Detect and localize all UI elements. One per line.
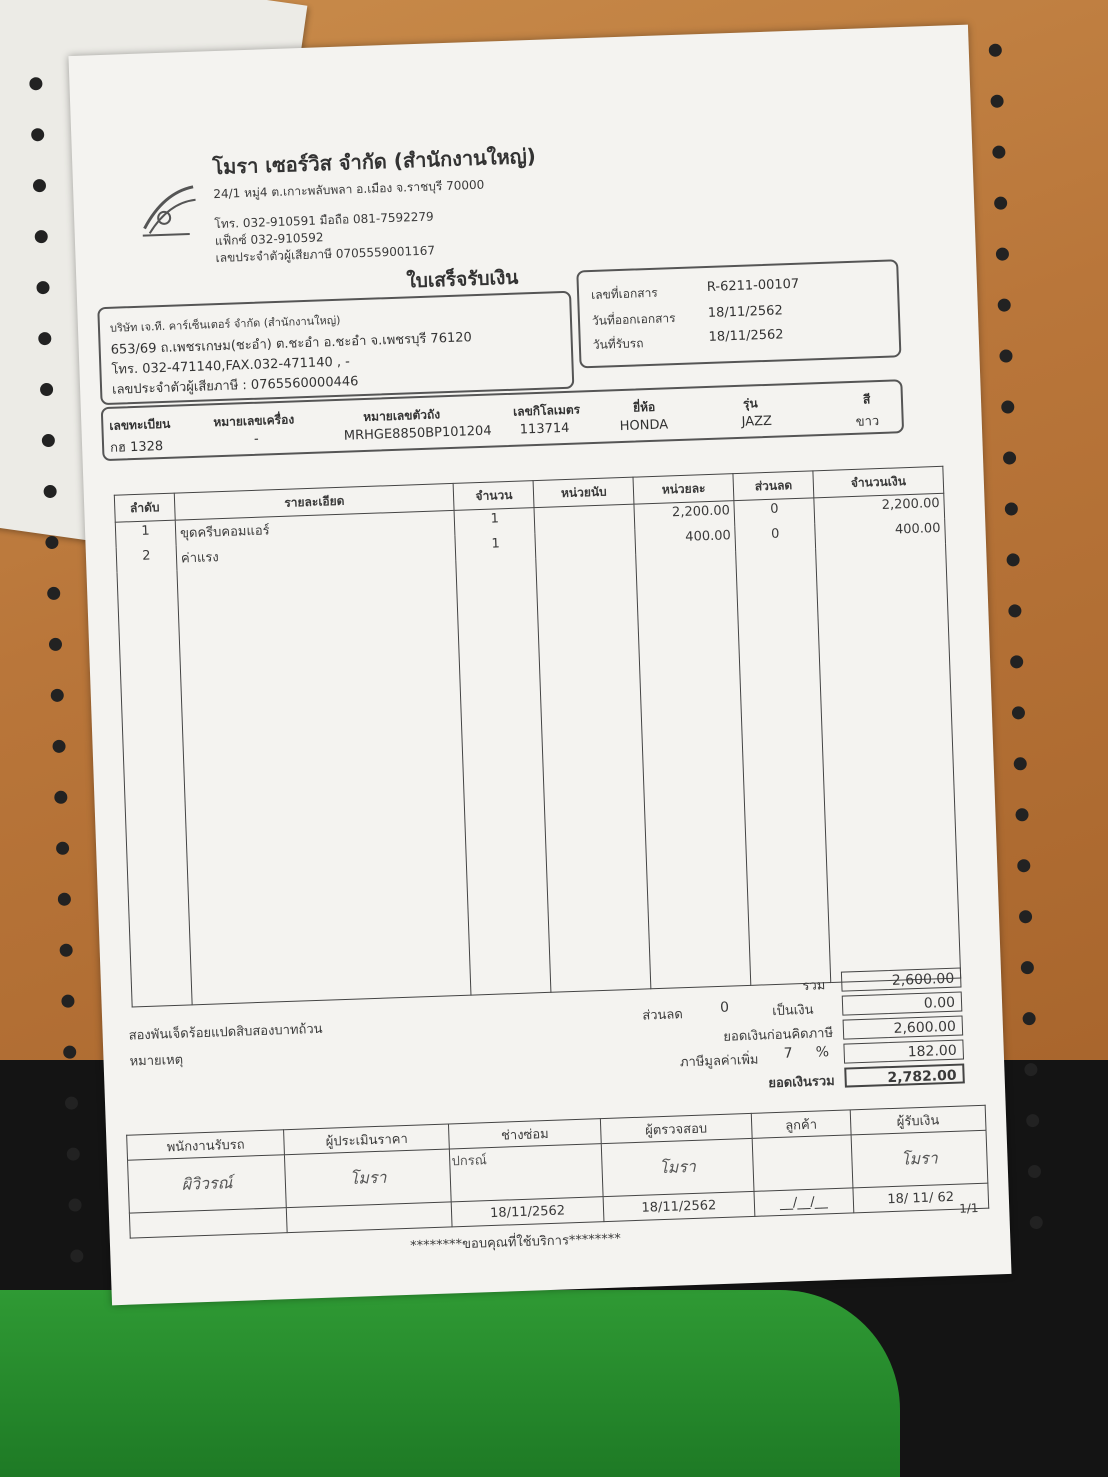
row-unit (535, 530, 636, 558)
filler-cell (636, 551, 751, 989)
signature-customer (752, 1135, 852, 1191)
header-discount: ส่วนลด (733, 471, 814, 501)
customer-phone: โทร. 032-471140,FAX.032-471140 , - (111, 354, 351, 378)
grand-total-value: 2,782.00 (844, 1063, 965, 1087)
vat-label: ภาษีมูลค่าเพิ่ม (679, 1052, 759, 1071)
date-receiver (129, 1208, 287, 1238)
customer-name: บริษัท เจ.ที. คาร์เซ็นเตอร์ จำกัด (สำนักงานใหญ่) (109, 313, 341, 335)
row-seq: 2 (116, 546, 177, 573)
customer-address: 653/69 ถ.เพชรเกษม(ชะอำ) ต.ชะอำ อ.ชะอำ จ.เพชรบุรี 76120 (110, 330, 473, 358)
sig-header-cashier: ผู้รับเงิน (850, 1105, 986, 1135)
vehicle-header-brand: ยี่ห้อ (632, 399, 656, 415)
row-amount: 2,200.00 (814, 493, 945, 523)
customer-tax-id: เลขประจำตัวผู้เสียภาษี : 0765560000446 (111, 374, 359, 398)
date-inspector: 18/11/2562 (603, 1191, 755, 1221)
discount-label: ส่วนลด (642, 1007, 684, 1024)
receipt-paper (68, 25, 1011, 1306)
vehicle-chassis-no: MRHGE8850BP101204 (343, 423, 492, 444)
discount-percent: 0 (719, 999, 730, 1016)
company-tax-id: เลขประจำตัวผู้เสียภาษี 0705559001167 (215, 243, 436, 266)
vehicle-header-model: รุ่น (742, 396, 758, 411)
row-seq: 1 (115, 520, 176, 548)
signature-estimator: โมรา (285, 1149, 452, 1208)
thank-you-text: ********ขอบคุณที่ใช้บริการ******** (409, 1231, 622, 1254)
date-customer: __/__/__ (754, 1188, 853, 1216)
green-cloth-background (0, 1290, 900, 1477)
signature-mechanic: ปกรณ์ (450, 1144, 603, 1202)
table-filler-row (117, 544, 961, 1007)
signature-table (126, 1105, 989, 1239)
row-description: ขุดครีบคอมแอร์ (175, 510, 455, 545)
receive-date: 18/11/2562 (708, 327, 784, 345)
vehicle-brand: HONDA (619, 417, 669, 435)
vehicle-header-engine: หมายเลขเครื่อง (213, 412, 295, 430)
header-seq: ลำดับ (114, 493, 175, 522)
filler-cell (177, 561, 472, 1005)
customer-box (97, 291, 574, 405)
vehicle-color: ขาว (855, 414, 880, 430)
vehicle-mileage: 113714 (519, 420, 570, 438)
issue-date: 18/11/2562 (707, 303, 783, 321)
header-unit-price: หน่วยละ (633, 474, 734, 504)
document-title: ใบเสร็จรับเงิน (406, 266, 519, 293)
company-phone: โทร. 032-910591 มือถือ 081-7592279 (214, 209, 434, 232)
signature-receiver: ผิวิวรณ์ (128, 1155, 287, 1213)
row-discount: 0 (735, 523, 816, 551)
header-qty: จำนวน (454, 481, 535, 511)
vehicle-header-chassis: หมายเลขตัวถัง (362, 407, 441, 425)
header-amount: จำนวนเงิน (813, 466, 944, 498)
filler-cell (816, 544, 961, 983)
sig-header-receiver: พนักงานรับรถ (127, 1130, 285, 1160)
discount-amount: 0.00 (842, 991, 963, 1015)
header-unit: หน่วยนับ (533, 477, 634, 507)
doc-no: R-6211-00107 (706, 276, 800, 295)
company-fax: แฟ็กซ์ 032-910592 (214, 230, 324, 249)
company-name: โมรา เซอร์วิส จำกัด (สำนักงานใหญ่) (212, 143, 537, 180)
date-estimator (287, 1202, 453, 1233)
row-qty: 1 (455, 508, 536, 536)
vat-percent-sign: % (815, 1044, 830, 1061)
company-address: 24/1 หมู่4 ต.เกาะพลับพลา อ.เมือง จ.ราชบุรี 70000 (213, 177, 485, 202)
company-logo (133, 171, 205, 243)
before-vat-label: ยอดเงินก่อนคิดภาษี (723, 1026, 834, 1045)
sum-label: รวม (802, 978, 826, 995)
row-unit (534, 504, 635, 533)
vat-value: 182.00 (843, 1039, 964, 1063)
vehicle-model: JAZZ (741, 413, 773, 430)
page-number: 1/1 (958, 1201, 979, 1216)
sig-header-mechanic: ช่างซ่อม (449, 1119, 601, 1149)
sig-header-customer: ลูกค้า (751, 1110, 850, 1138)
date-mechanic: 18/11/2562 (452, 1197, 604, 1227)
items-table (114, 466, 961, 1008)
signature-cashier: โมรา (851, 1130, 988, 1188)
row-unit-price: 400.00 (635, 526, 736, 554)
row-discount: 0 (734, 498, 815, 526)
remark-label: หมายเหตุ (129, 1052, 184, 1070)
filler-cell (456, 558, 551, 995)
sum-value: 2,600.00 (841, 967, 962, 991)
signature-inspector: โมรา (601, 1138, 754, 1196)
header-description: รายละเอียด (174, 483, 454, 520)
row-description: ค่าแรง (176, 536, 456, 571)
vehicle-header-color: สี (862, 392, 871, 407)
document-info-box (576, 259, 901, 368)
vehicle-plate: กฮ 1328 (109, 439, 164, 456)
issue-date-label: วันที่ออกเอกสาร (591, 311, 676, 328)
receive-date-label: วันที่รับรถ (592, 336, 644, 352)
row-unit-price: 2,200.00 (634, 501, 735, 530)
grand-total-label: ยอดเงินรวม (768, 1073, 835, 1092)
vat-rate: 7 (783, 1045, 793, 1062)
vehicle-header-plate: เลขทะเบียน (109, 416, 171, 433)
sig-header-inspector: ผู้ตรวจสอบ (600, 1113, 752, 1143)
sig-header-estimator: ผู้ประเมินราคา (284, 1124, 450, 1155)
amount-in-words: สองพันเจ็ดร้อยแปดสิบสองบาทถ้วน (128, 1021, 323, 1044)
row-amount: 400.00 (815, 519, 946, 549)
before-vat-value: 2,600.00 (843, 1015, 964, 1039)
vehicle-engine-no: - (253, 431, 259, 447)
vehicle-header-mileage: เลขกิโลเมตร (512, 402, 581, 419)
doc-no-label: เลขที่เอกสาร (590, 285, 658, 302)
date-cashier: 18/ 11/ 62 (853, 1183, 989, 1213)
discount-unit-label: เป็นเงิน (771, 1002, 814, 1020)
filler-cell (736, 548, 831, 985)
filler-cell (536, 555, 651, 993)
row-qty: 1 (455, 533, 536, 561)
